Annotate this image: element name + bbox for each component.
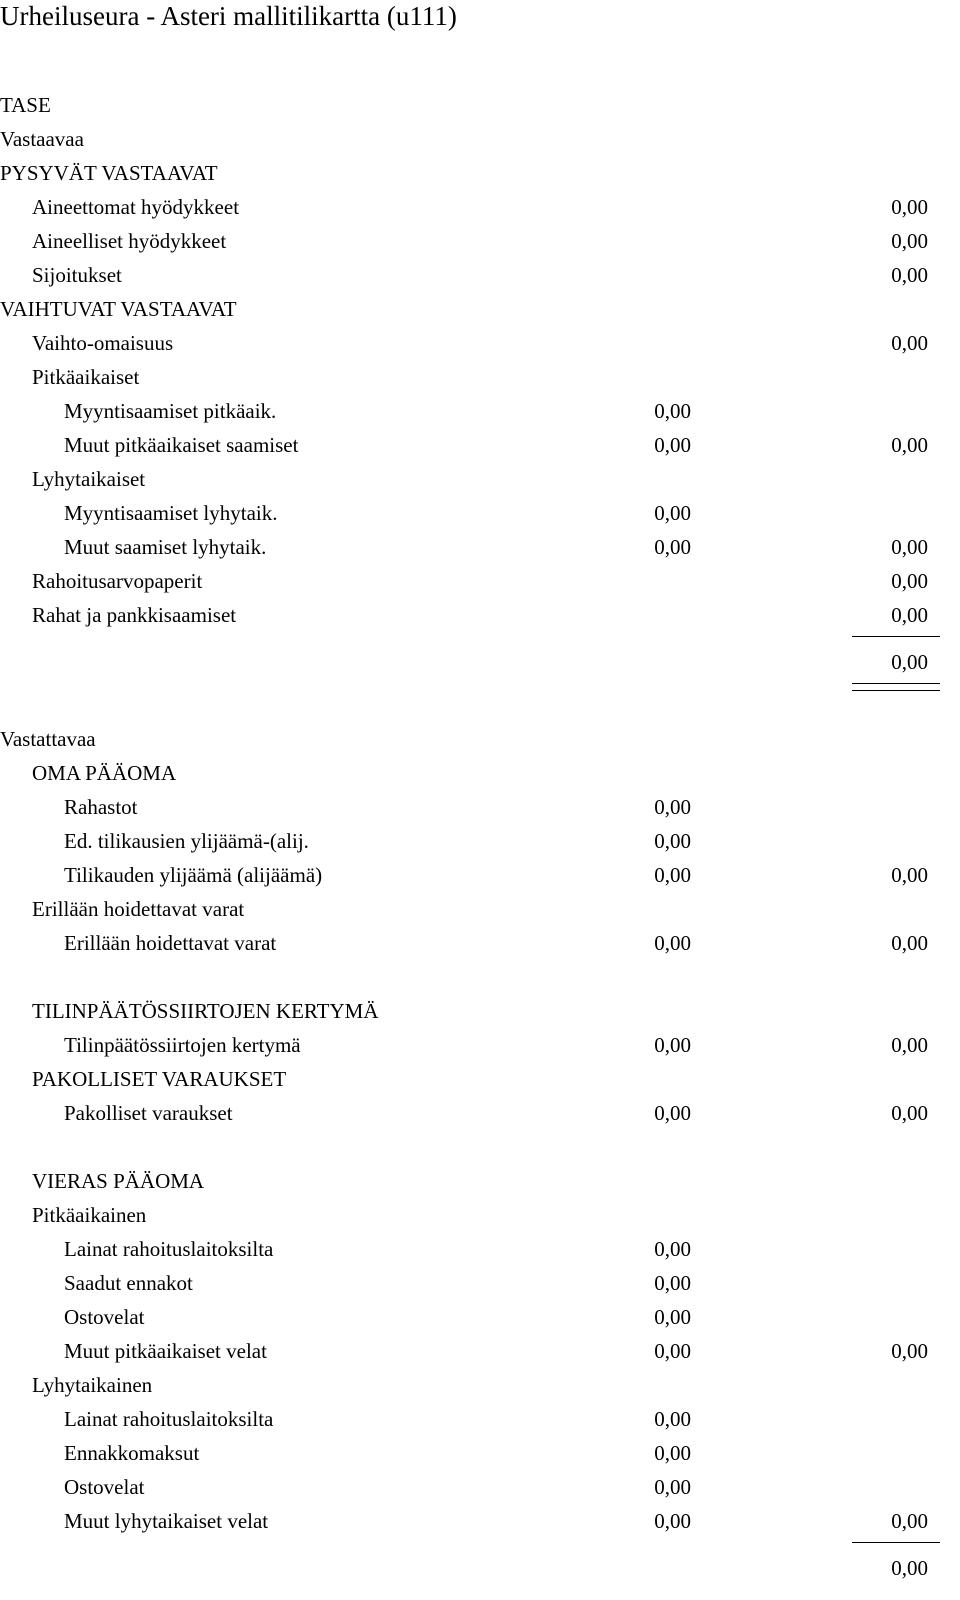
account-label: Ostovelat (64, 1475, 145, 1499)
lyhytaikaiset-label: Lyhytaikaiset (32, 467, 146, 491)
account-row (0, 1234, 960, 1268)
account-label: Rahastot (64, 795, 138, 819)
equity-heading (0, 758, 960, 792)
lyhytaikainen-label: Lyhytaikainen (32, 1373, 153, 1397)
appropriations-heading (0, 996, 960, 1030)
account-label: Rahat ja pankkisaamiset (32, 603, 237, 627)
liabilities-total-amount: 0,00 (891, 1556, 928, 1580)
fixed-assets-heading (0, 158, 960, 192)
account-amount: 0,00 (654, 829, 691, 853)
account-row (0, 396, 960, 430)
account-label: Ennakkomaksut (64, 1441, 200, 1465)
account-label: Rahoitusarvopaperit (32, 569, 203, 593)
account-row (0, 600, 960, 634)
account-total-amount: 0,00 (891, 603, 928, 627)
account-label: Sijoitukset (32, 263, 122, 287)
account-amount: 0,00 (654, 399, 691, 423)
vastattavaa-label: Vastattavaa (0, 727, 96, 751)
account-total-amount: 0,00 (891, 195, 928, 219)
account-amount: 0,00 (654, 1101, 691, 1125)
account-row (0, 1472, 960, 1506)
account-label: Myyntisaamiset pitkäaik. (64, 399, 277, 423)
liabilities-debt-heading (0, 1166, 960, 1200)
account-amount: 0,00 (654, 1339, 691, 1363)
subgroup-heading (0, 1370, 960, 1404)
account-row (0, 792, 960, 826)
account-amount: 0,00 (654, 1509, 691, 1533)
account-total-amount: 0,00 (891, 1339, 928, 1363)
subgroup-heading (0, 464, 960, 498)
account-total-amount: 0,00 (891, 535, 928, 559)
page-title: Urheiluseura - Asteri mallitilikartta (u111) (0, 1, 457, 31)
account-amount: 0,00 (654, 1305, 691, 1329)
balance-sheet-heading (0, 90, 960, 124)
assets-heading (0, 124, 960, 158)
account-row (0, 1404, 960, 1438)
account-row (0, 1336, 960, 1370)
account-row (0, 860, 960, 894)
pitkaaikaiset-label: Pitkäaikaiset (32, 365, 140, 389)
account-total-amount: 0,00 (891, 863, 928, 887)
current-assets-heading (0, 294, 960, 328)
erillaan-label: Erillään hoidettavat varat (32, 897, 245, 921)
double-rule-top (852, 683, 940, 684)
account-total-amount: 0,00 (891, 263, 928, 287)
account-label: Lainat rahoituslaitoksilta (64, 1407, 274, 1431)
account-label: Aineettomat hyödykkeet (32, 195, 240, 219)
account-label: Muut pitkäaikaiset velat (64, 1339, 267, 1363)
account-amount: 0,00 (654, 1407, 691, 1431)
account-row (0, 1030, 960, 1064)
sum-rule (852, 1542, 940, 1543)
account-label: Saadut ennakot (64, 1271, 193, 1295)
account-label: Lainat rahoituslaitoksilta (64, 1237, 274, 1261)
account-total-amount: 0,00 (891, 569, 928, 593)
account-label: Pakolliset varaukset (64, 1101, 233, 1125)
account-label: Myyntisaamiset lyhytaik. (64, 501, 278, 525)
account-label: Vaihto-omaisuus (32, 331, 174, 355)
tilinpaatos-label: TILINPÄÄTÖSSIIRTOJEN KERTYMÄ (32, 999, 379, 1023)
account-row (0, 1098, 960, 1132)
pitkaaikainen-label: Pitkäaikainen (32, 1203, 147, 1227)
account-total-amount: 0,00 (891, 1509, 928, 1533)
provisions-heading (0, 1064, 960, 1098)
account-total-amount: 0,00 (891, 433, 928, 457)
account-label: Ostovelat (64, 1305, 145, 1329)
account-amount: 0,00 (654, 931, 691, 955)
double-rule-bottom (852, 690, 940, 691)
account-row (0, 928, 960, 962)
account-label: Aineelliset hyödykkeet (32, 229, 227, 253)
account-label: Ed. tilikausien ylijäämä-(alij. (64, 829, 309, 853)
subgroup-heading (0, 894, 960, 928)
vaihtuvat-label: VAIHTUVAT VASTAAVAT (0, 297, 237, 321)
account-amount: 0,00 (654, 535, 691, 559)
account-label: Erillään hoidettavat varat (64, 931, 277, 955)
account-row (0, 430, 960, 464)
account-row (0, 1438, 960, 1472)
sum-rule (852, 636, 940, 637)
account-amount: 0,00 (654, 433, 691, 457)
account-row (0, 260, 960, 294)
account-label: Muut lyhytaikaiset velat (64, 1509, 269, 1533)
account-total-amount: 0,00 (891, 229, 928, 253)
account-amount: 0,00 (654, 1271, 691, 1295)
account-row (0, 1268, 960, 1302)
subgroup-heading (0, 362, 960, 396)
oma-paaoma-label: OMA PÄÄOMA (32, 761, 177, 785)
assets-total-row (0, 647, 960, 681)
account-label: Muut saamiset lyhytaik. (64, 535, 267, 559)
account-row (0, 328, 960, 362)
account-label: Muut pitkäaikaiset saamiset (64, 433, 299, 457)
liabilities-total-row (0, 1553, 960, 1587)
vieras-paaoma-label: VIERAS PÄÄOMA (32, 1169, 205, 1193)
account-amount: 0,00 (654, 795, 691, 819)
tase-label: TASE (0, 93, 51, 117)
account-total-amount: 0,00 (891, 931, 928, 955)
pysyvat-label: PYSYVÄT VASTAAVAT (0, 161, 218, 185)
account-row (0, 1302, 960, 1336)
subgroup-heading (0, 1200, 960, 1234)
account-amount: 0,00 (654, 1441, 691, 1465)
account-amount: 0,00 (654, 501, 691, 525)
account-row (0, 1506, 960, 1540)
liabilities-heading (0, 724, 960, 758)
assets-total-amount: 0,00 (891, 650, 928, 674)
account-row (0, 498, 960, 532)
account-label: Tilinpäätössiirtojen kertymä (64, 1033, 301, 1057)
account-amount: 0,00 (654, 1237, 691, 1261)
account-total-amount: 0,00 (891, 1101, 928, 1125)
account-amount: 0,00 (654, 1475, 691, 1499)
account-row (0, 226, 960, 260)
account-row (0, 566, 960, 600)
account-total-amount: 0,00 (891, 1033, 928, 1057)
account-label: Tilikauden ylijäämä (alijäämä) (64, 863, 323, 887)
account-amount: 0,00 (654, 863, 691, 887)
pakolliset-label: PAKOLLISET VARAUKSET (32, 1067, 287, 1091)
vastaavaa-label: Vastaavaa (0, 127, 84, 151)
account-amount: 0,00 (654, 1033, 691, 1057)
account-row (0, 826, 960, 860)
account-row (0, 192, 960, 226)
account-row (0, 532, 960, 566)
account-total-amount: 0,00 (891, 331, 928, 355)
